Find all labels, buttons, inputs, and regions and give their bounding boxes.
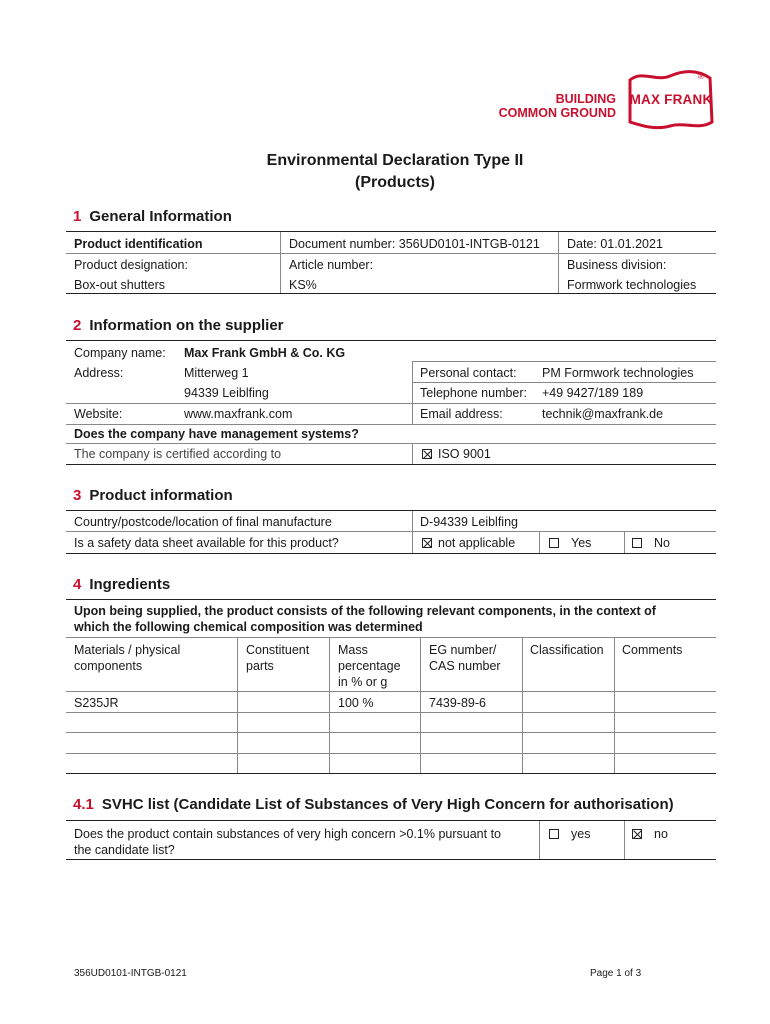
management-systems-question: Does the company have management systems? bbox=[74, 427, 359, 441]
title-line-2: (Products) bbox=[355, 174, 435, 191]
section-3-title: Product information bbox=[89, 487, 233, 504]
product-identification-label: Product identification bbox=[74, 237, 203, 251]
telephone-value: +49 9427/189 189 bbox=[542, 386, 644, 400]
address-line-2: 94339 Leiblfing bbox=[184, 386, 269, 400]
checked-box-icon[interactable] bbox=[632, 829, 642, 839]
document-date: Date: 01.01.2021 bbox=[567, 237, 663, 251]
article-number-value: KS% bbox=[289, 278, 317, 292]
sds-no-label: No bbox=[654, 536, 670, 550]
section-4-1-heading bbox=[73, 796, 674, 813]
ingredients-intro-line-2: which the following chemical composition was determined bbox=[74, 620, 423, 634]
svhc-option-yes[interactable] bbox=[549, 826, 590, 842]
table-row-material: S235JR bbox=[74, 696, 119, 710]
website-label: Website: bbox=[74, 407, 123, 421]
sds-not-applicable-label: not applicable bbox=[438, 536, 516, 550]
header-mass-percentage: Mass percentage in % or g bbox=[338, 643, 401, 689]
section-1-heading bbox=[73, 208, 232, 225]
ingredients-intro-line-1: Upon being supplied, the product consists of the following relevant components, in the context of bbox=[74, 604, 656, 618]
empty-checkbox-icon[interactable] bbox=[549, 538, 559, 548]
address-label: Address: bbox=[74, 366, 124, 380]
header-constituent-parts: Constituent parts bbox=[246, 643, 310, 673]
section-4-heading bbox=[73, 576, 170, 593]
sds-yes-label: Yes bbox=[571, 536, 592, 550]
section-3-heading bbox=[73, 487, 233, 504]
empty-checkbox-icon[interactable] bbox=[549, 829, 559, 839]
document-title bbox=[0, 150, 770, 194]
email-label: Email address: bbox=[420, 407, 503, 421]
sds-option-no[interactable] bbox=[632, 535, 670, 551]
footer-doc-id: 356UD0101-INTGB-0121 bbox=[74, 968, 187, 979]
section-4-1-number: 4.1 bbox=[73, 796, 94, 813]
section-1-number: 1 bbox=[73, 208, 82, 225]
table-row-mass: 100 % bbox=[338, 696, 374, 710]
slogan-line-2: COMMON GROUND bbox=[498, 106, 616, 120]
sds-option-yes[interactable] bbox=[549, 535, 591, 551]
sds-option-not-applicable[interactable] bbox=[422, 535, 515, 551]
empty-checkbox-icon[interactable] bbox=[632, 538, 642, 548]
footer-page-number: Page 1 of 3 bbox=[590, 968, 642, 979]
personal-contact-value: PM Formwork technologies bbox=[542, 366, 694, 380]
manufacture-location-value: D-94339 Leiblfing bbox=[420, 515, 518, 529]
product-designation-value: Box-out shutters bbox=[74, 278, 166, 292]
header-materials: Materials / physical components bbox=[74, 643, 181, 673]
article-number-label: Article number: bbox=[289, 258, 374, 272]
registered-mark: ® bbox=[698, 72, 704, 81]
certified-text: The company is certified according to bbox=[74, 447, 282, 461]
address-line-1: Mitterweg 1 bbox=[184, 366, 249, 380]
section-4-1-title: SVHC list (Candidate List of Substances of Very High Concern for authorisation) bbox=[101, 796, 674, 813]
svhc-no-label: no bbox=[654, 827, 668, 841]
svhc-option-no[interactable] bbox=[632, 826, 668, 842]
business-division-label: Business division: bbox=[567, 258, 667, 272]
checked-box-icon bbox=[422, 449, 432, 459]
manufacture-location-label: Country/postcode/location of final manufacture bbox=[74, 515, 332, 529]
company-name-label: Company name: bbox=[74, 346, 166, 360]
table-row-eg-number: 7439-89-6 bbox=[429, 696, 486, 710]
website-value: www.maxfrank.com bbox=[184, 407, 293, 421]
section-3-number: 3 bbox=[73, 487, 82, 504]
brand-slogan bbox=[490, 92, 616, 120]
telephone-label: Telephone number: bbox=[420, 386, 528, 400]
section-4-number: 4 bbox=[73, 576, 82, 593]
header-classification: Classification bbox=[530, 643, 604, 657]
iso-9001-option bbox=[422, 446, 491, 462]
product-designation-label: Product designation: bbox=[74, 258, 188, 272]
section-2-number: 2 bbox=[73, 317, 82, 334]
svhc-yes-label: yes bbox=[571, 827, 591, 841]
ingredients-intro bbox=[74, 603, 714, 635]
slogan-line-1: BUILDING bbox=[555, 92, 616, 106]
section-1-title: General Information bbox=[89, 208, 232, 225]
brand-name: MAX FRANK bbox=[629, 92, 713, 107]
company-name-value: Max Frank GmbH & Co. KG bbox=[184, 346, 346, 360]
header-comments: Comments bbox=[622, 643, 683, 657]
email-value: technik@maxfrank.de bbox=[542, 407, 664, 421]
section-2-title: Information on the supplier bbox=[89, 317, 284, 334]
personal-contact-label: Personal contact: bbox=[420, 366, 517, 380]
business-division-value: Formwork technologies bbox=[567, 278, 697, 292]
section-4-title: Ingredients bbox=[89, 576, 171, 593]
iso-value: ISO 9001 bbox=[438, 447, 491, 461]
max-frank-logo bbox=[622, 66, 718, 132]
checked-box-icon[interactable] bbox=[422, 538, 432, 548]
section-2-heading bbox=[73, 317, 284, 334]
safety-data-sheet-question: Is a safety data sheet available for this product? bbox=[74, 536, 339, 550]
header-eg-cas-number: EG number/ CAS number bbox=[429, 643, 501, 673]
svhc-question: Does the product contain substances of very high concern >0.1% pursuant to the candidate list? bbox=[74, 827, 501, 857]
document-number: Document number: 356UD0101-INTGB-0121 bbox=[289, 237, 540, 251]
title-line-1: Environmental Declaration Type II bbox=[266, 152, 524, 169]
